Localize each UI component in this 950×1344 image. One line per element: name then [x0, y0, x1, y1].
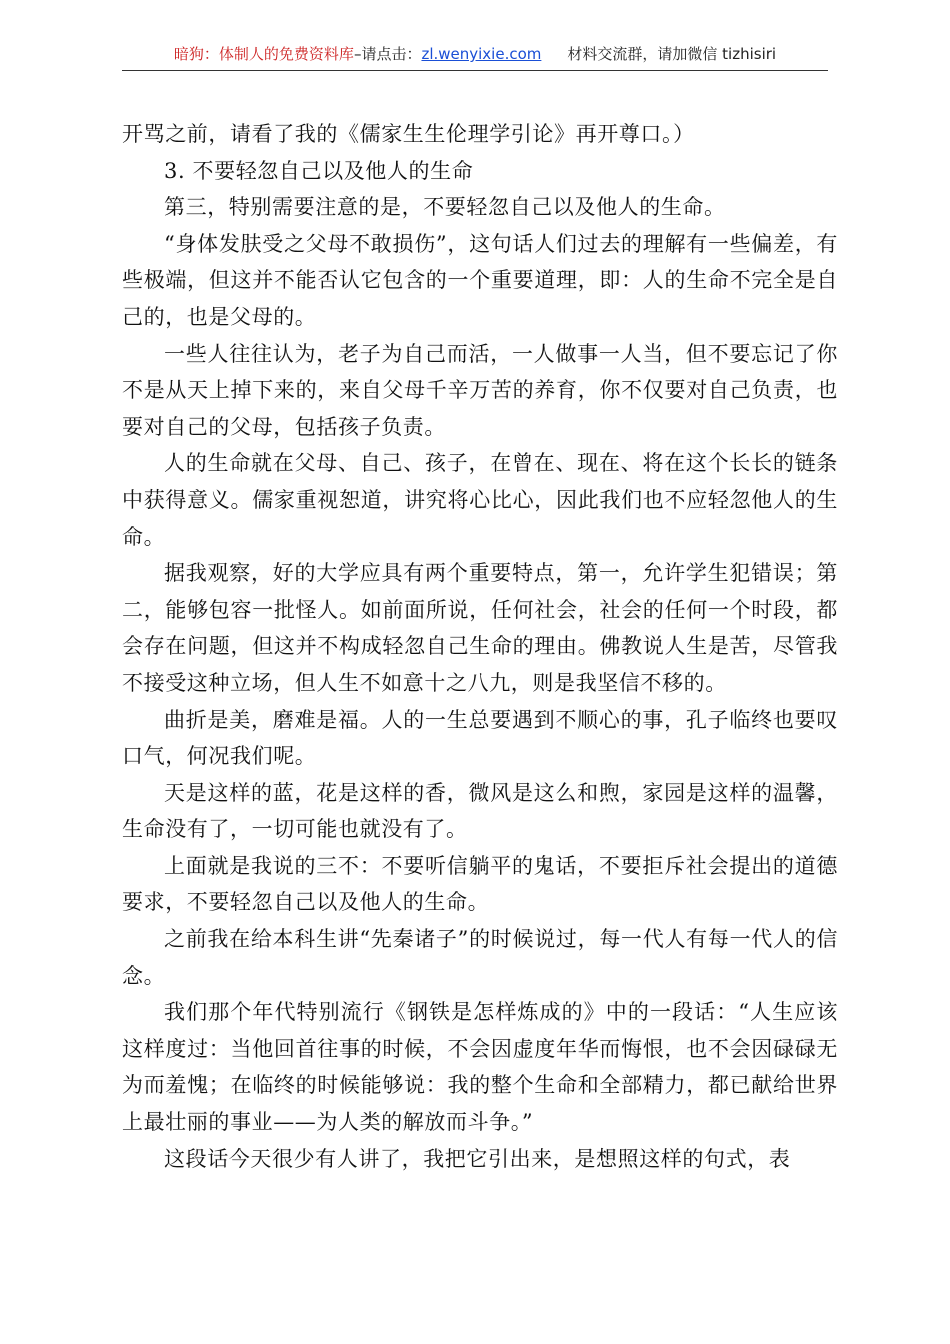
section-heading: 3. 不要轻忽自己以及他人的生命 [164, 158, 474, 183]
header-site-link[interactable]: zl.wenyixie.com [421, 45, 542, 63]
paragraph: 这段话今天很少有人讲了，我把它引出来，是想照这样的句式，表 [164, 1146, 791, 1171]
paragraph: “身体发肤受之父母不敢损伤”，这句话人们过去的理解有一些偏差，有些极端，但这并不能否认它包含的一个重要道理，即：人的生命不完全是自己的，也是父母的。 [122, 231, 838, 329]
paragraph: 天是这样的蓝，花是这样的香，微风是这么和煦，家园是这样的温馨，生命没有了，一切可能也就没有了。 [122, 780, 838, 842]
paragraph: 第三，特别需要注意的是，不要轻忽自己以及他人的生命。 [164, 195, 726, 220]
paragraph: 一些人往往认为，老子为自己而活，一人做事一人当，但不要忘记了你不是从天上掉下来的，来自父母千辛万苦的养育，你不仅要对自己负责，也要对自己的父母，包括孩子负责。 [122, 341, 838, 439]
paragraph: 据我观察，好的大学应具有两个重要特点，第一，允许学生犯错误；第二，能够包容一批怪人。如前面所说，任何社会，社会的任何一个时段，都会存在问题，但这并不构成轻忽自己生命的理由。佛教说人生是苦，尽管我不接受这种立场，但人生不如意十之八九，则是我坚信不移的。 [122, 561, 838, 695]
page-header [0, 44, 950, 64]
header-divider [122, 70, 828, 71]
document-body [122, 116, 838, 1177]
header-contact-text: 材料交流群，请加微信 tizhisiri [567, 45, 777, 63]
paragraph: 我们那个年代特别流行《钢铁是怎样炼成的》中的一段话：“人生应该这样度过：当他回首往事的时候，不会因虚度年华而悔恨，也不会因碌碌无为而羞愧；在临终的时候能够说：我的整个生命和全部精力，都已献给世界上最壮丽的事业——为人类的解放而斗争。” [122, 1000, 838, 1135]
header-brand-text: 暗狗：体制人的免费资料库 [173, 45, 354, 63]
paragraph: 曲折是美，磨难是福。人的一生总要遇到不顺心的事，孔子临终也要叹口气，何况我们呢。 [122, 707, 838, 769]
header-prompt-text: –请点击： [353, 45, 422, 63]
paragraph-continuation: 开骂之前，请看了我的《儒家生生伦理学引论》再开尊口。） [122, 122, 695, 146]
paragraph: 上面就是我说的三不：不要听信躺平的鬼话，不要拒斥社会提出的道德要求，不要轻忽自己以及他人的生命。 [122, 853, 838, 915]
paragraph: 之前我在给本科生讲“先秦诸子”的时候说过，每一代人有每一代人的信念。 [122, 927, 838, 988]
paragraph: 人的生命就在父母、自己、孩子，在曾在、现在、将在这个长长的链条中获得意义。儒家重视恕道，讲究将心比心，因此我们也不应轻忽他人的生命。 [122, 451, 838, 549]
